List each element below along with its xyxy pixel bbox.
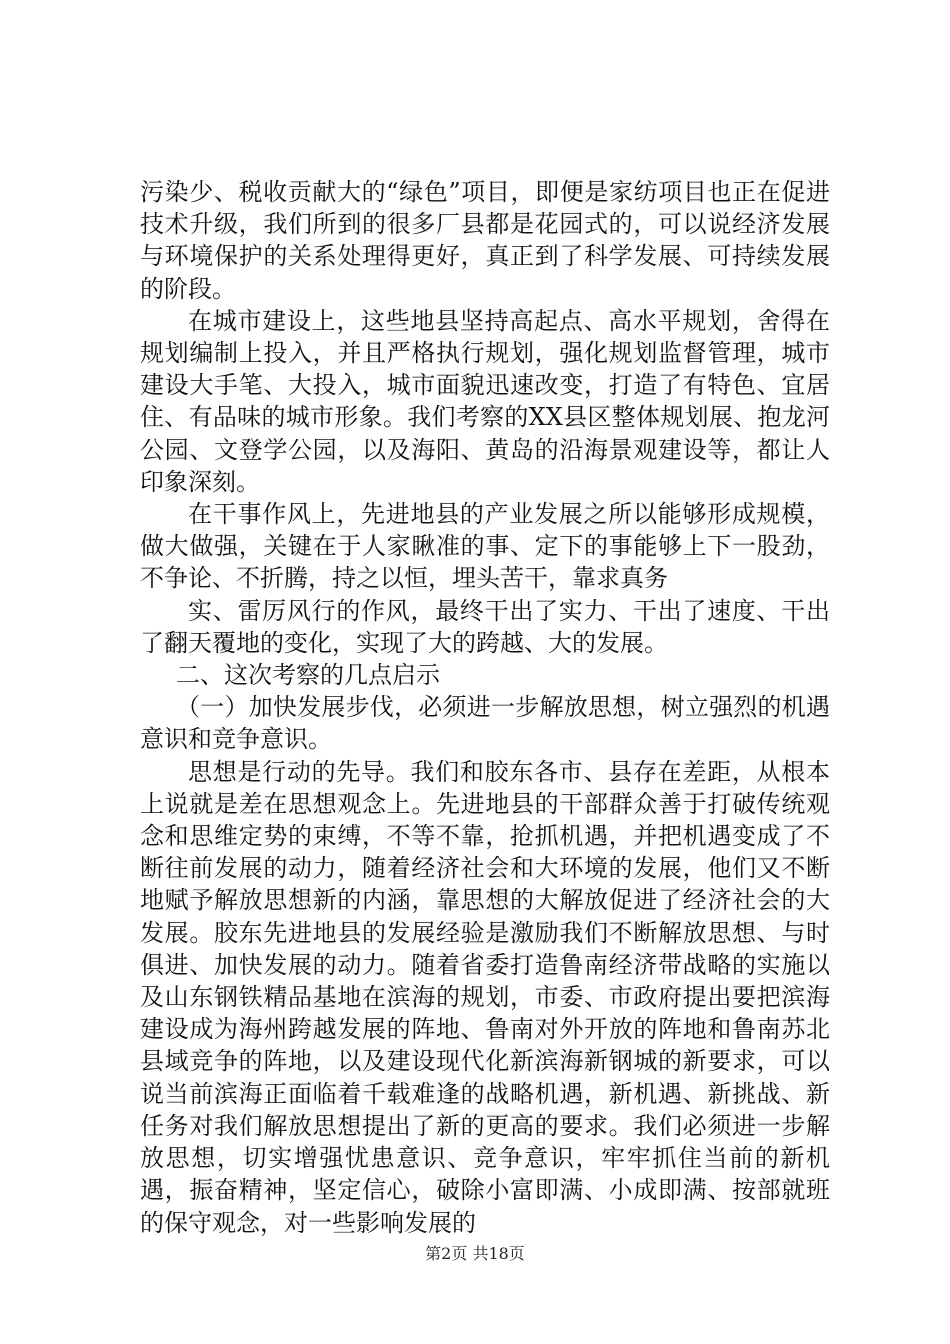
paragraph-work-style-continued: 实、雷厉风行的作风，最终干出了实力、干出了速度、干出了翻天覆地的变化，实现了大的跨越、大的发展。 [140, 596, 830, 657]
paragraph-city-construction: 在城市建设上，这些地县坚持高起点、高水平规划，舍得在规划编制上投入，并且严格执行规划，强化规划监督管理，城市建设大手笔、大投入，城市面貌迅速改变，打造了有特色、宜居住、有品味的城市形象。我们考察的XX县区整体规划展、抱龙河公园、文登学公园，以及海阳、黄岛的沿海景观建设等，都让人印象深刻。 [140, 306, 830, 496]
section-heading: 二、这次考察的几点启示 [176, 661, 440, 690]
paragraph-continued: 污染少、税收贡献大的“绿色”项目，即便是家纺项目也正在促进技术升级，我们所到的很多厂县都是花园式的，可以说经济发展与环境保护的关系处理得更好，真正到了科学发展、可持续发展的阶段。 [140, 178, 830, 303]
paragraph-work-style: 在干事作风上，先进地县的产业发展之所以能够形成规模，做大做强，关键在于人家瞅准的事、定下的事能够上下一股劲，不争论、不折腾，持之以恒，埋头苦干，靠求真务 [140, 500, 830, 593]
document-body [140, 176, 830, 1239]
paragraph-ideology: 思想是行动的先导。我们和胶东各市、县存在差距，从根本上说就是差在思想观念上。先进地县的干部群众善于打破传统观念和思维定势的束缚，不等不靠，抢抓机遇，并把机遇变成了不断往前发展的动力，随着经济社会和大环境的发展，他们又不断地赋予解放思想新的内涵，靠思想的大解放促进了经济社会的大发展。胶东先进地县的发展经验是激励我们不断解放思想、与时俱进、加快发展的动力。随着省委打造鲁南经济带战略的实施以及山东钢铁精品基地在滨海的规划，市委、市政府提出要把滨海建设成为海州跨越发展的阵地、鲁南对外开放的阵地和鲁南苏北县域竞争的阵地，以及建设现代化新滨海新钢城的新要求，可以说当前滨海正面临着千载难逢的战略机遇，新机遇、新挑战、新任务对我们解放思想提出了新的更高的要求。我们必须进一步解放思想，切实增强忧患意识、竞争意识，牢牢抓住当前的新机遇，振奋精神，坚定信心，破除小富即满、小成即满、按部就班的保守观念，对一些影响发展的 [140, 757, 830, 1237]
subsection-heading: （一）加快发展步伐，必须进一步解放思想，树立强烈的机遇意识和竞争意识。 [140, 693, 830, 754]
page-number-footer: 第2页 共18页 [425, 1244, 525, 1263]
